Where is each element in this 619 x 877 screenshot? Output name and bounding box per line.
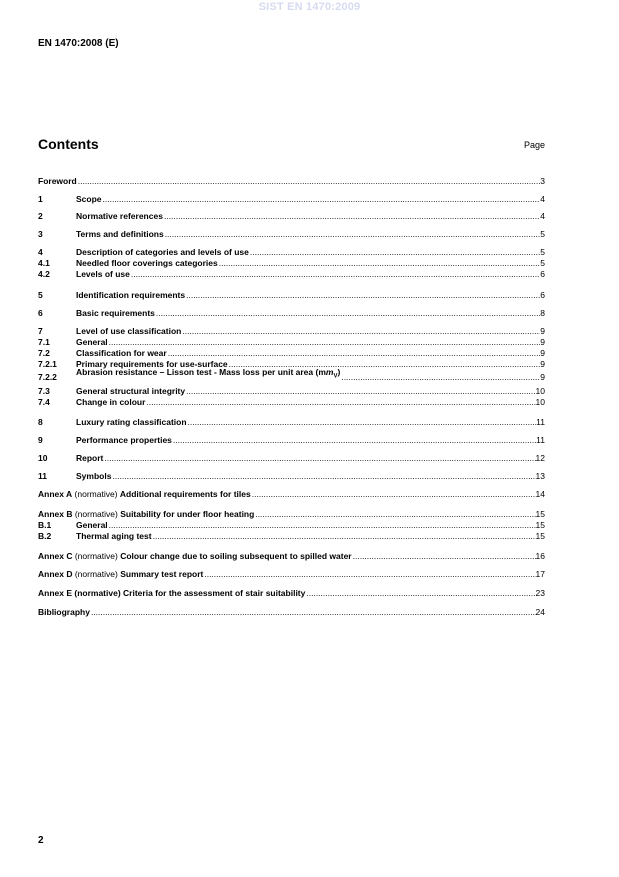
toc-entry[interactable] xyxy=(38,367,545,383)
toc-entry-title: Symbols xyxy=(76,471,112,481)
toc-entry[interactable] xyxy=(38,551,545,562)
toc-entry-title: General xyxy=(76,337,108,347)
toc-entry-title: Annex D (normative) Summary test report xyxy=(38,569,204,579)
page-number: 2 xyxy=(38,835,44,846)
toc-entry-page: 9 xyxy=(540,348,545,358)
toc-entry-number: 11 xyxy=(38,471,47,481)
toc-entry-number: 4.1 xyxy=(38,258,50,268)
toc-entry-title: Level of use classification xyxy=(76,326,182,336)
toc-entry-number: 3 xyxy=(38,229,43,239)
toc-entry-page: 15 xyxy=(535,531,545,541)
toc-entry-title: Classification for wear xyxy=(76,348,167,358)
toc-entry-number: 9 xyxy=(38,435,43,445)
toc-entry-page: 4 xyxy=(540,211,545,221)
toc-leader-dots xyxy=(252,489,536,500)
toc-entry-title: General xyxy=(76,520,108,530)
toc-entry-number: 2 xyxy=(38,211,43,221)
toc-entry[interactable] xyxy=(38,326,545,337)
contents-title: Contents xyxy=(38,136,99,152)
toc-entry-page: 5 xyxy=(540,258,545,268)
toc-entry-number: 7.1 xyxy=(38,337,50,347)
toc-leader-dots xyxy=(250,247,540,258)
toc-entry[interactable] xyxy=(38,337,545,348)
toc-entry-title: Thermal aging test xyxy=(76,531,152,541)
toc-entry-title: Change in colour xyxy=(76,397,146,407)
toc-entry-title: General structural integrity xyxy=(76,386,186,396)
toc-entry-page: 23 xyxy=(535,588,545,598)
toc-entry-title: Levels of use xyxy=(76,269,130,279)
toc-entry[interactable] xyxy=(38,194,545,205)
toc-entry-page: 6 xyxy=(540,269,545,279)
toc-entry[interactable] xyxy=(38,471,545,482)
standard-header: EN 1470:2008 (E) xyxy=(38,38,119,49)
toc-entry-page: 9 xyxy=(540,337,545,347)
toc-leader-dots xyxy=(78,176,541,187)
toc-leader-dots xyxy=(109,337,541,348)
page-column-label: Page xyxy=(523,140,545,150)
toc-entry-page: 11 xyxy=(536,417,545,427)
toc-leader-dots xyxy=(131,269,540,280)
toc-entry-number: 4.2 xyxy=(38,269,50,279)
toc-leader-dots xyxy=(182,326,540,337)
toc-leader-dots xyxy=(103,194,541,205)
toc-entry-page: 12 xyxy=(535,453,545,463)
toc-entry-number: 7.2 xyxy=(38,348,50,358)
toc-entry[interactable] xyxy=(38,211,545,222)
toc-leader-dots xyxy=(186,290,540,301)
toc-entry-title: Abrasion resistance – Lisson test - Mass loss per unit area $(mm_V)$ xyxy=(76,367,341,380)
toc-entry-title: Luxury rating classification xyxy=(76,417,187,427)
toc-entry[interactable] xyxy=(38,489,545,500)
toc-entry-number: 10 xyxy=(38,453,48,463)
toc-entry[interactable] xyxy=(38,269,545,280)
toc-entry-page: 15 xyxy=(535,520,545,530)
toc-entry[interactable] xyxy=(38,176,545,187)
toc-leader-dots xyxy=(91,607,536,618)
toc-entry-number: 7 xyxy=(38,326,43,336)
toc-entry-page: 6 xyxy=(540,290,545,300)
toc-entry-page: 10 xyxy=(535,397,545,407)
toc-entry[interactable] xyxy=(38,453,545,464)
toc-entry[interactable] xyxy=(38,531,545,542)
toc-entry-title: Performance properties xyxy=(76,435,172,445)
toc-leader-dots xyxy=(109,520,536,531)
toc-entry-title: Identification requirements xyxy=(76,290,186,300)
toc-entry-title: Scope xyxy=(76,194,102,204)
toc-entry[interactable] xyxy=(38,348,545,359)
toc-leader-dots xyxy=(341,372,540,383)
toc-leader-dots xyxy=(204,569,535,580)
watermark: SIST EN 1470:2009 xyxy=(258,1,361,13)
toc-entry-number: 7.3 xyxy=(38,386,50,396)
toc-entry[interactable] xyxy=(38,435,545,446)
toc-entry-number: 8 xyxy=(38,417,43,427)
toc-entry-page: 9 xyxy=(540,372,545,382)
toc-entry-number: 5 xyxy=(38,290,43,300)
toc-leader-dots xyxy=(219,258,541,269)
toc-entry-number: 7.2.2 xyxy=(38,372,57,382)
toc-entry[interactable] xyxy=(38,520,545,531)
toc-entry[interactable] xyxy=(38,386,545,397)
toc-entry-number: 7.2.1 xyxy=(38,359,57,369)
toc-entry-page: 24 xyxy=(535,607,545,617)
toc-leader-dots xyxy=(255,509,535,520)
toc-entry[interactable] xyxy=(38,509,545,520)
toc-entry-page: 3 xyxy=(540,176,545,186)
toc-leader-dots xyxy=(306,588,535,599)
toc-entry-number: 1 xyxy=(38,194,43,204)
toc-entry-title: Annex C (normative) Colour change due to soiling subsequent to spilled water xyxy=(38,551,352,561)
toc-entry[interactable] xyxy=(38,397,545,408)
toc-entry-page: 11 xyxy=(536,435,545,445)
toc-leader-dots xyxy=(353,551,536,562)
toc-leader-dots xyxy=(164,211,540,222)
toc-leader-dots xyxy=(165,229,541,240)
toc-entry-title: Annex A (normative) Additional requirements for tiles xyxy=(38,489,251,499)
toc-entry[interactable] xyxy=(38,290,545,301)
toc-leader-dots xyxy=(188,417,537,428)
toc-entry[interactable] xyxy=(38,588,545,599)
toc-leader-dots xyxy=(146,397,535,408)
toc-entry-title: Annex E (normative) Criteria for the assessment of stair suitability xyxy=(38,588,306,598)
toc-entry[interactable] xyxy=(38,229,545,240)
toc-leader-dots xyxy=(156,308,540,319)
toc-entry-number: 6 xyxy=(38,308,43,318)
toc-entry-title: Normative references xyxy=(76,211,163,221)
toc-entry-page: 4 xyxy=(540,194,545,204)
toc-entry[interactable] xyxy=(38,417,545,428)
toc-entry-title: Primary requirements for use-surface xyxy=(76,359,228,369)
toc-entry-number: B.2 xyxy=(38,531,52,541)
toc-entry[interactable] xyxy=(38,308,545,319)
toc-entry-page: 9 xyxy=(540,359,545,369)
toc-leader-dots xyxy=(153,531,536,542)
toc-entry-number: 7.4 xyxy=(38,397,50,407)
toc-entry[interactable] xyxy=(38,258,545,269)
toc-entry-title: Foreword xyxy=(38,176,77,186)
toc-leader-dots xyxy=(168,348,541,359)
toc-entry[interactable] xyxy=(38,569,545,580)
toc-entry-number: B.1 xyxy=(38,520,52,530)
toc-entry-title: Description of categories and levels of use xyxy=(76,247,249,257)
toc-entry-title: Basic requirements xyxy=(76,308,155,318)
toc-leader-dots xyxy=(186,386,535,397)
toc-entry-page: 5 xyxy=(540,229,545,239)
toc-entry-page: 13 xyxy=(535,471,545,481)
toc-entry-title: Needled floor coverings categories xyxy=(76,258,218,268)
toc-entry-page: 14 xyxy=(535,489,545,499)
toc-entry-title: Annex B (normative) Suitability for under floor heating xyxy=(38,509,255,519)
toc-entry[interactable] xyxy=(38,607,545,618)
toc-leader-dots xyxy=(104,453,535,464)
toc-entry-title: Bibliography xyxy=(38,607,90,617)
toc-entry-page: 8 xyxy=(540,308,545,318)
toc-entry-number: 4 xyxy=(38,247,43,257)
toc-entry[interactable] xyxy=(38,247,545,258)
toc-entry-page: 9 xyxy=(540,326,545,336)
toc-entry-title: Report xyxy=(76,453,104,463)
toc-entry-title: Terms and definitions xyxy=(76,229,164,239)
toc-leader-dots xyxy=(173,435,536,446)
toc-entry-page: 15 xyxy=(535,509,545,519)
toc-entry-page: 16 xyxy=(535,551,545,561)
toc-entry-page: 17 xyxy=(535,569,545,579)
toc-leader-dots xyxy=(112,471,535,482)
toc-entry-page: 10 xyxy=(535,386,545,396)
toc-entry-page: 5 xyxy=(540,247,545,257)
